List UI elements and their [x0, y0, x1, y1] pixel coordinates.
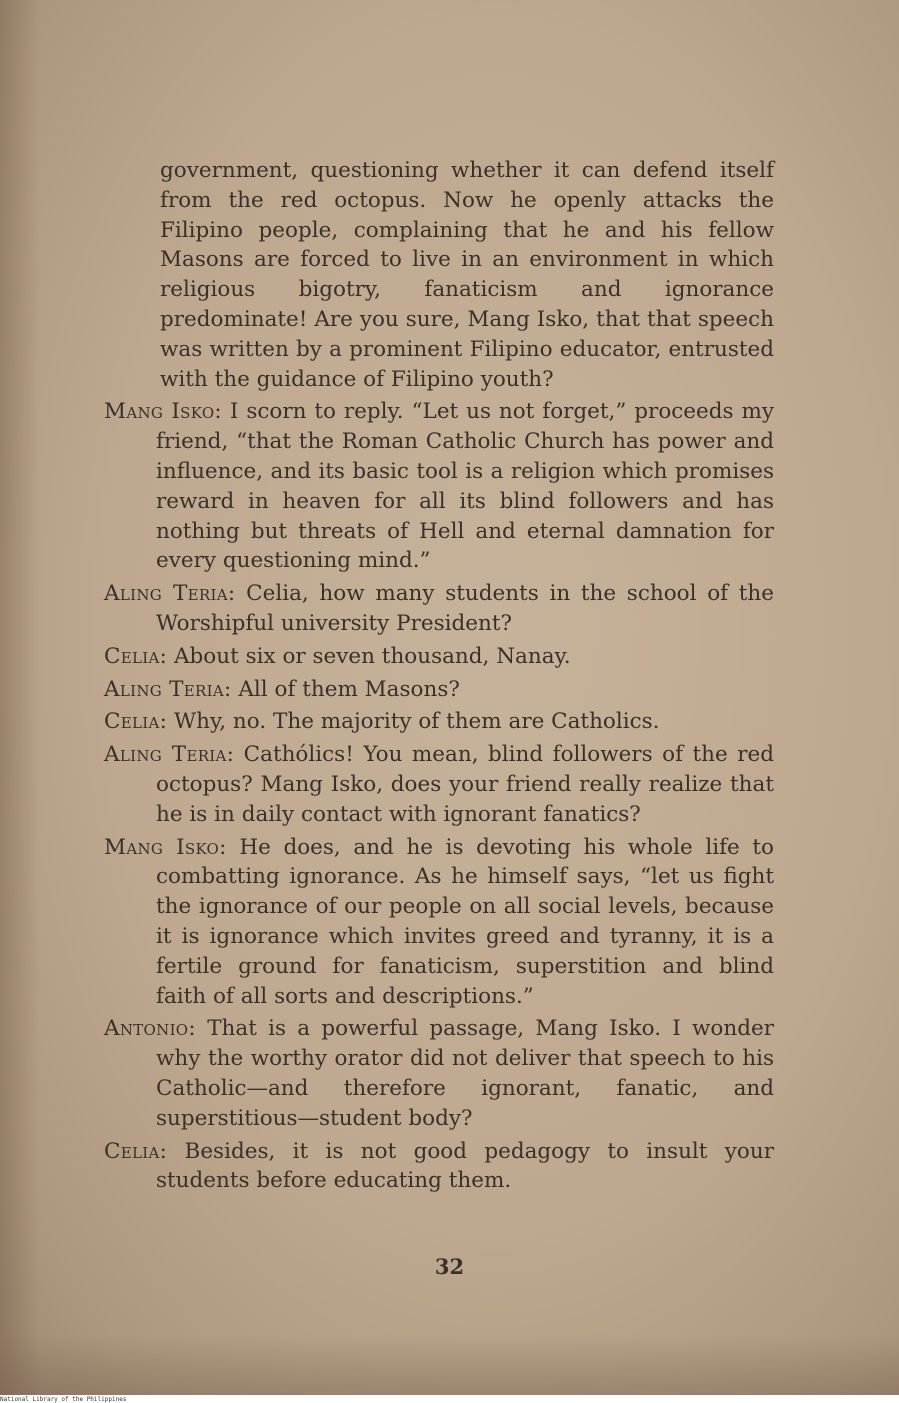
speaker-name: Mang Isko: [104, 834, 227, 860]
dialogue-line [104, 707, 774, 737]
dialogue-line [104, 579, 774, 639]
dialogue-line [104, 675, 774, 705]
dialogue-line [104, 833, 774, 1012]
speaker-name: Celia: [104, 1138, 168, 1164]
speaker-name: Aling Teria: [104, 742, 235, 768]
paragraph-continuation [104, 156, 774, 394]
dialogue-line [104, 740, 774, 829]
footer-credit: National Library of the Philippines [0, 1396, 127, 1403]
dialogue-text-line: All of them Masons? [238, 676, 460, 702]
speaker-name: Mang Isko: [104, 399, 222, 425]
dialogue-text-line: I scorn to reply. “Let us not forget,” proceeds my friend, “that the Roman Catholic Church has power and influence, and its basic tool is a religion which promises reward in heaven for all its blind followers and has nothing but threats of Hell and eternal damnation for every questioning mind.” [156, 399, 774, 574]
dialogue-text-line: Besides, it is not good pedagogy to insult your students before educating them. [156, 1138, 774, 1194]
footer-bar [0, 1395, 899, 1403]
dialogue-text-line: About six or seven thousand, Nanay. [174, 643, 571, 669]
dialogue-text-line: Cathólics! You mean, blind followers of the red octopus? Mang Isko, does your friend really realize that he is in daily contact with ignorant fanatics? [156, 742, 774, 827]
dialogue-text-line: Celia, how many students in the school of the Worshipful university President? [156, 581, 775, 636]
dialogue-line [104, 1137, 774, 1197]
page-edge-shadow [0, 0, 40, 1395]
dialogue-text [104, 156, 774, 1199]
dialogue-line [104, 1014, 774, 1133]
speaker-name: Antonio: [104, 1016, 196, 1042]
speaker-name: Celia: [104, 709, 168, 735]
dialogue-text-line: That is a powerful passage, Mang Isko. I wonder why the worthy orator did not deliver that speech to his Catholic—and therefore ignorant, fanatic, and superstitious—student body? [156, 1016, 774, 1131]
speaker-name: Celia: [104, 643, 168, 669]
page-bottom-shadow [0, 1335, 899, 1395]
dialogue-line [104, 642, 774, 672]
dialogue-text-line: Why, no. The majority of them are Catholics. [174, 709, 660, 735]
page-number: 32 [434, 1254, 465, 1279]
paragraph-text: government, questioning whether it can defend itself from the red octopus. Now he openly attacks the Filipino people, complaining that he and his fellow Masons are forced to live in an environment in which religious bigotry, fanaticism and ignorance predominate! Are you sure, Mang Isko, that that speech was written by a prominent Filipino educator, entrusted with the guidance of Filipino youth? [160, 158, 774, 392]
dialogue-line [104, 397, 774, 576]
dialogue-text-line: He does, and he is devoting his whole life to combatting ignorance. As he himself says, “let us fight the ignorance of our people on all social levels, because it is ignorance which invites greed and tyranny, it is a fertile ground for fanaticism, superstition and blind faith of all sorts and descriptions.” [156, 834, 774, 1009]
speaker-name: Aling Teria: [104, 676, 232, 702]
speaker-name: Aling Teria: [104, 581, 236, 607]
